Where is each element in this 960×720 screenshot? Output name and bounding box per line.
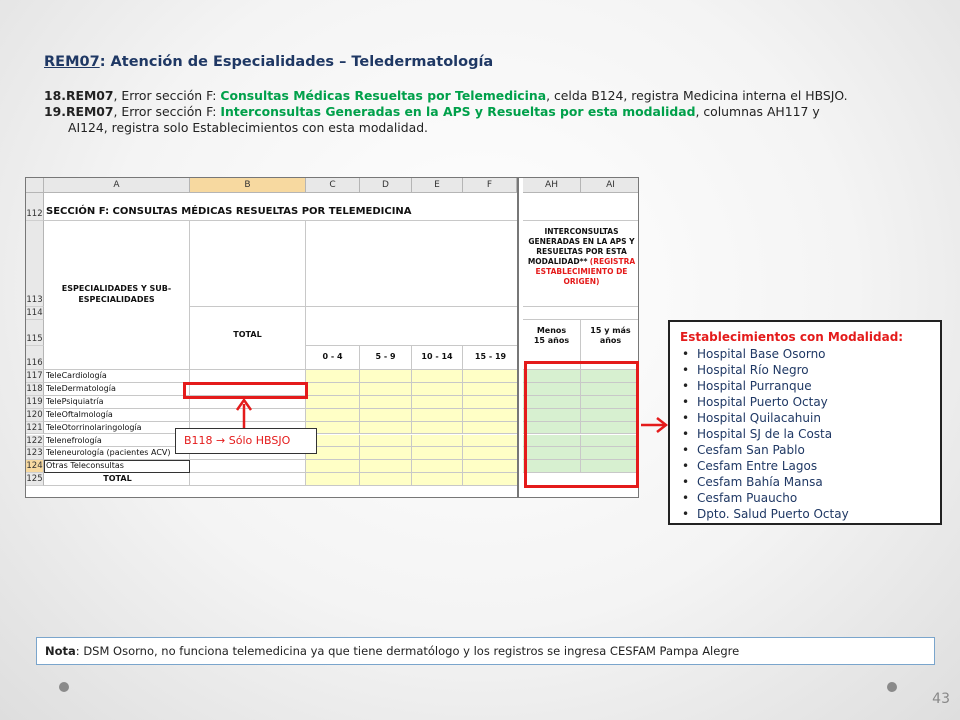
row-number[interactable]: 113: [26, 221, 44, 307]
row-number[interactable]: 125: [26, 474, 43, 485]
error-suffix: , columnas AH117 y: [695, 104, 820, 119]
establecimiento-item: • Cesfam Entre Lagos: [680, 458, 930, 474]
header-especialidades: ESPECIALIDADES Y SUB- ESPECIALIDADES: [44, 221, 190, 370]
callout-b118: B118 → Sólo HBSJO: [175, 428, 317, 454]
row-number[interactable]: 117: [26, 371, 43, 381]
establecimiento-item: • Hospital Puerto Octay: [680, 394, 930, 410]
error-suffix: , celda B124, registra Medicina interna el HBSJO.: [546, 88, 848, 103]
row-label[interactable]: TeleCardiología: [44, 370, 190, 383]
column-header-e[interactable]: E: [412, 178, 463, 193]
error-prefix: , Error sección F:: [113, 88, 221, 103]
age-range-header: 5 - 9: [360, 346, 412, 370]
row-label[interactable]: Telenefrología: [44, 435, 190, 448]
row-number[interactable]: 121: [26, 422, 43, 433]
age-range-header: 15 - 19: [463, 346, 518, 370]
establecimiento-item: • Cesfam Bahía Mansa: [680, 474, 930, 490]
row-label[interactable]: TeleOtorrinolaringología: [44, 422, 190, 435]
error-item-19-continued: AI124, registra solo Establecimientos con esta modalidad.: [68, 120, 428, 135]
age-range-header: 0 - 4: [306, 346, 360, 370]
interconsultas-note: (REGISTRA ESTABLECIMIENTO DE ORIGEN): [535, 257, 636, 286]
establecimientos-list: [680, 346, 930, 522]
error-number: 19.REM07: [44, 104, 114, 119]
row-number[interactable]: 114: [26, 308, 43, 318]
establecimiento-item: • Hospital Base Osorno: [680, 346, 930, 362]
error-highlight: Consultas Médicas Resueltas por Telemedicina: [220, 88, 547, 103]
establecimiento-item: • Dpto. Salud Puerto Octay: [680, 506, 930, 522]
row-number[interactable]: 116: [26, 346, 44, 370]
error-prefix: , Error sección F:: [113, 104, 221, 119]
section-title: SECCIÓN F: CONSULTAS MÉDICAS RESUELTAS POR TELEMEDICINA: [44, 193, 518, 221]
row-label[interactable]: Otras Teleconsultas: [44, 460, 190, 473]
establecimiento-item: • Cesfam Puaucho: [680, 490, 930, 506]
row-label[interactable]: TeleDermatología: [44, 383, 190, 396]
row-label[interactable]: Teleneurología (pacientes ACV): [44, 447, 190, 460]
row-label[interactable]: TeleOftalmología: [44, 409, 190, 422]
row-number[interactable]: 112: [26, 193, 44, 221]
establecimiento-item: • Hospital Quilacahuin: [680, 410, 930, 426]
decorative-dot: [59, 682, 69, 692]
column-header-b[interactable]: B: [190, 178, 306, 193]
title-code: REM07: [44, 54, 100, 70]
note-label: Nota: [45, 644, 76, 658]
subheader-15-mas: 15 y más años: [581, 320, 639, 370]
row-number[interactable]: 120: [26, 409, 43, 420]
establecimiento-item: • Hospital Purranque: [680, 378, 930, 394]
column-header-f[interactable]: F: [463, 178, 517, 193]
note-text: : DSM Osorno, no funciona telemedicina ya que tiene dermatólogo y los registros se ingresa CESFAM Pampa Alegre: [75, 644, 740, 658]
interconsultas-title: INTERCONSULTAS GENERADAS EN LA APS Y RESUELTAS POR ESTA MODALIDAD**: [527, 227, 635, 266]
row-label[interactable]: TelePsiquiatría: [44, 396, 190, 409]
note-box: [36, 637, 935, 665]
column-header-c[interactable]: C: [306, 178, 360, 193]
age-range-header: 10 - 14: [412, 346, 463, 370]
column-header-ai[interactable]: AI: [581, 178, 639, 193]
row-number[interactable]: 119: [26, 396, 43, 407]
page-number: 43: [932, 691, 950, 707]
establecimiento-item: • Hospital Río Negro: [680, 362, 930, 378]
subheader-menos-15: Menos 15 años: [523, 320, 581, 370]
column-header-a[interactable]: A: [44, 178, 190, 193]
title-rest: : Atención de Especialidades – Teledermatología: [99, 54, 494, 70]
establecimiento-item: • Cesfam San Pablo: [680, 442, 930, 458]
row-number[interactable]: 123: [26, 448, 43, 459]
row-label[interactable]: TOTAL: [44, 473, 190, 486]
establecimiento-item: • Hospital SJ de la Costa: [680, 426, 930, 442]
error-number: 18.REM07: [44, 88, 114, 103]
row-number[interactable]: 115: [26, 320, 44, 346]
row-number[interactable]: 124: [26, 461, 43, 472]
row-number[interactable]: 118: [26, 383, 43, 394]
decorative-dot: [887, 682, 897, 692]
establecimientos-box: [668, 320, 942, 525]
column-header-ah[interactable]: AH: [523, 178, 581, 193]
error-highlight: Interconsultas Generadas en la APS y Resueltas por esta modalidad: [220, 104, 696, 119]
header-total: TOTAL: [190, 307, 306, 370]
establecimientos-heading: Establecimientos con Modalidad:: [680, 330, 904, 344]
column-header-d[interactable]: D: [360, 178, 412, 193]
row-number[interactable]: 122: [26, 435, 43, 446]
